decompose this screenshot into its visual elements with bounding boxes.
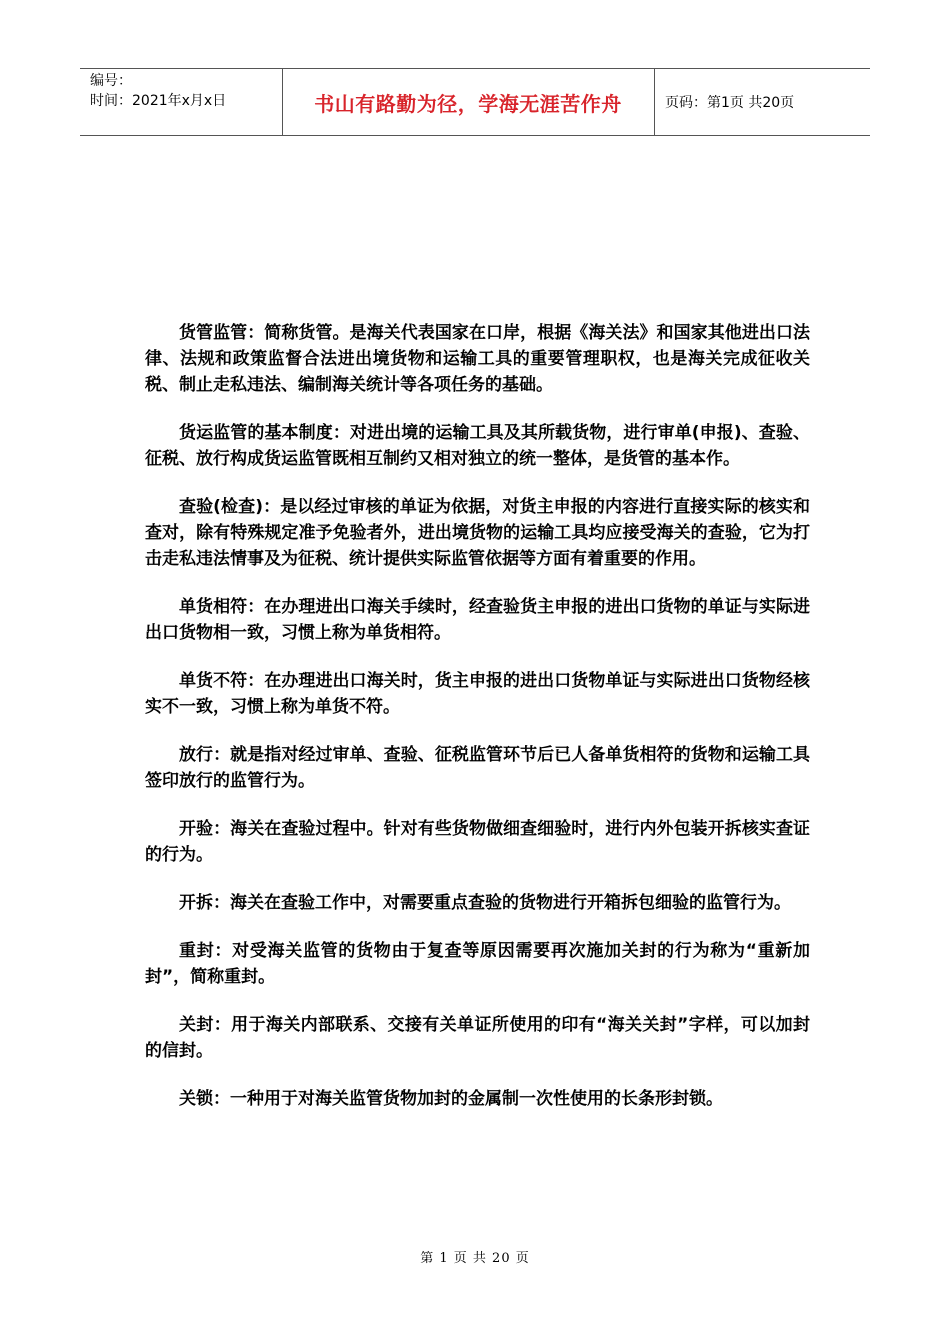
header-page-info: 页码：第1页 共20页 — [665, 95, 795, 111]
header-motto: 书山有路勤为径，学海无涯苦作舟 — [314, 91, 622, 116]
paragraph-goods-mismatch: 单货不符：在办理进出口海关时，货主申报的进出口货物单证与实际进出口货物经核实不一致，习惯上称为单货不符。 — [145, 671, 810, 717]
paragraph-unpacking: 开拆：海关在查验工作中，对需要重点查验的货物进行开箱拆包细验的监管行为。 — [179, 893, 791, 913]
paragraph-customs-envelope: 关封：用于海关内部联系、交接有关单证所使用的印有“海关关封”字样，可以加封的信封。 — [145, 1015, 810, 1061]
paragraph-cargo-supervision: 货管监管：简称货管。是海关代表国家在口岸，根据《海关法》和国家其他进出口法律、法规和政策监督合法进出境货物和运输工具的重要管理职权，也是海关完成征收关税、制止走私违法、编制海关统计等各项任务的基础。 — [145, 323, 810, 395]
paragraph-reseal: 重封：对受海关监管的货物由于复查等原因需要再次施加关封的行为称为“重新加封”，简称重封。 — [145, 941, 810, 987]
paragraph-open-inspection: 开验：海关在查验过程中。针对有些货物做细查细验时，进行内外包装开拆核实查证的行为。 — [145, 819, 810, 865]
header-divider-right — [654, 69, 655, 135]
paragraph-inspection: 查验(检查)：是以经过审核的单证为依据，对货主申报的内容进行直接实际的核实和查对，除有特殊规定准予免验者外，进出境货物的运输工具均应接受海关的查验，它为打击走私违法情事及为征税、统计提供实际监管依据等方面有着重要的作用。 — [145, 497, 810, 569]
header-meta — [90, 71, 226, 111]
paragraph-goods-match: 单货相符：在办理进出口海关手续时，经查验货主申报的进出口货物的单证与实际进出口货物相一致，习惯上称为单货相符。 — [145, 597, 810, 643]
date-label: 时间：2021年x月x日 — [90, 93, 227, 109]
page-header — [80, 68, 870, 136]
paragraph-basic-system: 货运监管的基本制度：对进出境的运输工具及其所载货物，进行审单(申报)、查验、征税、放行构成货运监管既相互制约又相对独立的统一整体，是货管的基本作。 — [145, 423, 810, 469]
document-body — [145, 320, 810, 1134]
serial-number-label: 编号： — [90, 73, 132, 89]
paragraph-customs-lock: 关锁：一种用于对海关监管货物加封的金属制一次性使用的长条形封锁。 — [179, 1089, 723, 1109]
paragraph-release: 放行：就是指对经过审单、查验、征税监管环节后已人备单货相符的货物和运输工具签印放行的监管行为。 — [145, 745, 810, 791]
page-footer: 第 1 页 共 20 页 — [420, 1251, 530, 1266]
